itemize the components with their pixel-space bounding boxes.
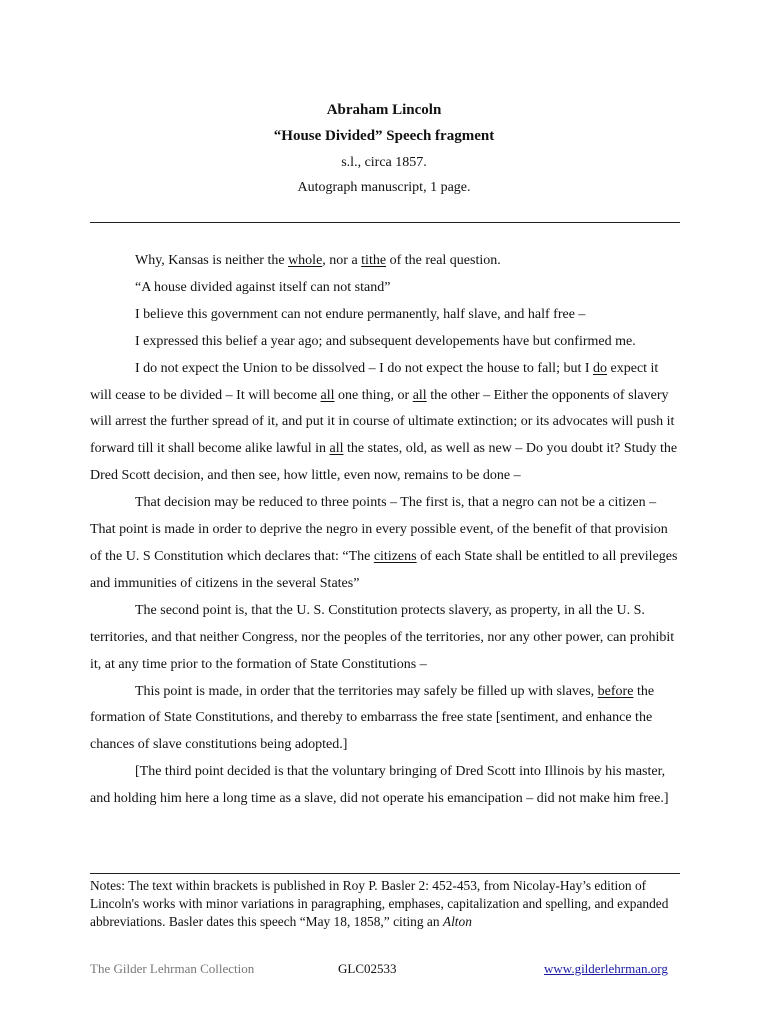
paragraph-3: I believe this government can not endure permanently, half slave, and half free –: [135, 306, 586, 322]
notes-section: Notes: The text within brackets is published in Roy P. Basler 2: 452-453, from Nicolay-Hay’s edition of Lincoln's works with minor variations in paragraphing, emphases, capitalization and spelling, and expanded abbreviations. Basler dates this speech “May 18, 1858,” citing an Alton: [90, 878, 669, 929]
transcript-body: [90, 248, 680, 813]
paragraph-2: “A house divided against itself can not stand”: [135, 279, 391, 295]
manuscript-format: Autograph manuscript, 1 page.: [297, 180, 471, 195]
paragraph-6: That decision may be reduced to three points – The first is, that a negro can not be a citizen – That point is made in order to deprive the negro in every possible event, of the benefit of that provision of the U. S Constitution which declares that: “The citizens of each State shall be entitled to all previleges and immunities of citizens in the several States”: [90, 495, 678, 591]
collection-name: The Gilder Lehrman Collection: [90, 961, 255, 976]
place-date: s.l., circa 1857.: [341, 155, 427, 170]
paragraph-1: Why, Kansas is neither the whole, nor a tithe of the real question.: [135, 253, 501, 268]
notes-divider: [90, 873, 680, 874]
document-id: GLC02533: [338, 961, 397, 976]
document-subtitle: “House Divided” Speech fragment: [273, 128, 495, 144]
header-divider: [90, 222, 680, 223]
paragraph-7: The second point is, that the U. S. Constitution protects slavery, as property, in all the U. S. territories, and that neither Congress, nor the peoples of the territories, nor any other power, can prohibit it, at any time prior to the formation of State Constitutions –: [90, 602, 675, 672]
document-title: Abraham Lincoln: [326, 102, 442, 118]
website-link[interactable]: www.gilderlehrman.org: [544, 961, 668, 976]
paragraph-8: This point is made, in order that the territories may safely be filled up with slaves, before the formation of State Constitutions, and thereby to embarrass the free state [sentiment, and enhance the chances of slave constitutions being adopted.]: [90, 683, 655, 753]
paragraph-4: I expressed this belief a year ago; and subsequent developements have but confirmed me.: [135, 333, 636, 349]
paragraph-9: [The third point decided is that the voluntary bringing of Dred Scott into Illinois by his master, and holding him here a long time as a slave, did not operate his emancipation – did not make him free.]: [90, 764, 669, 807]
paragraph-5: I do not expect the Union to be dissolved – I do not expect the house to fall; but I do expect it will cease to be divided – It will become all one thing, or all the other – Either the opponents of slavery will arrest the further spread of it, and put it in course of ultimate extinction; or its advocates will push it forward till it shall become alike lawful in all the states, old, as well as new – Do you doubt it? Study the Dred Scott decision, and then see, how little, even now, remains to be done –: [90, 360, 678, 484]
